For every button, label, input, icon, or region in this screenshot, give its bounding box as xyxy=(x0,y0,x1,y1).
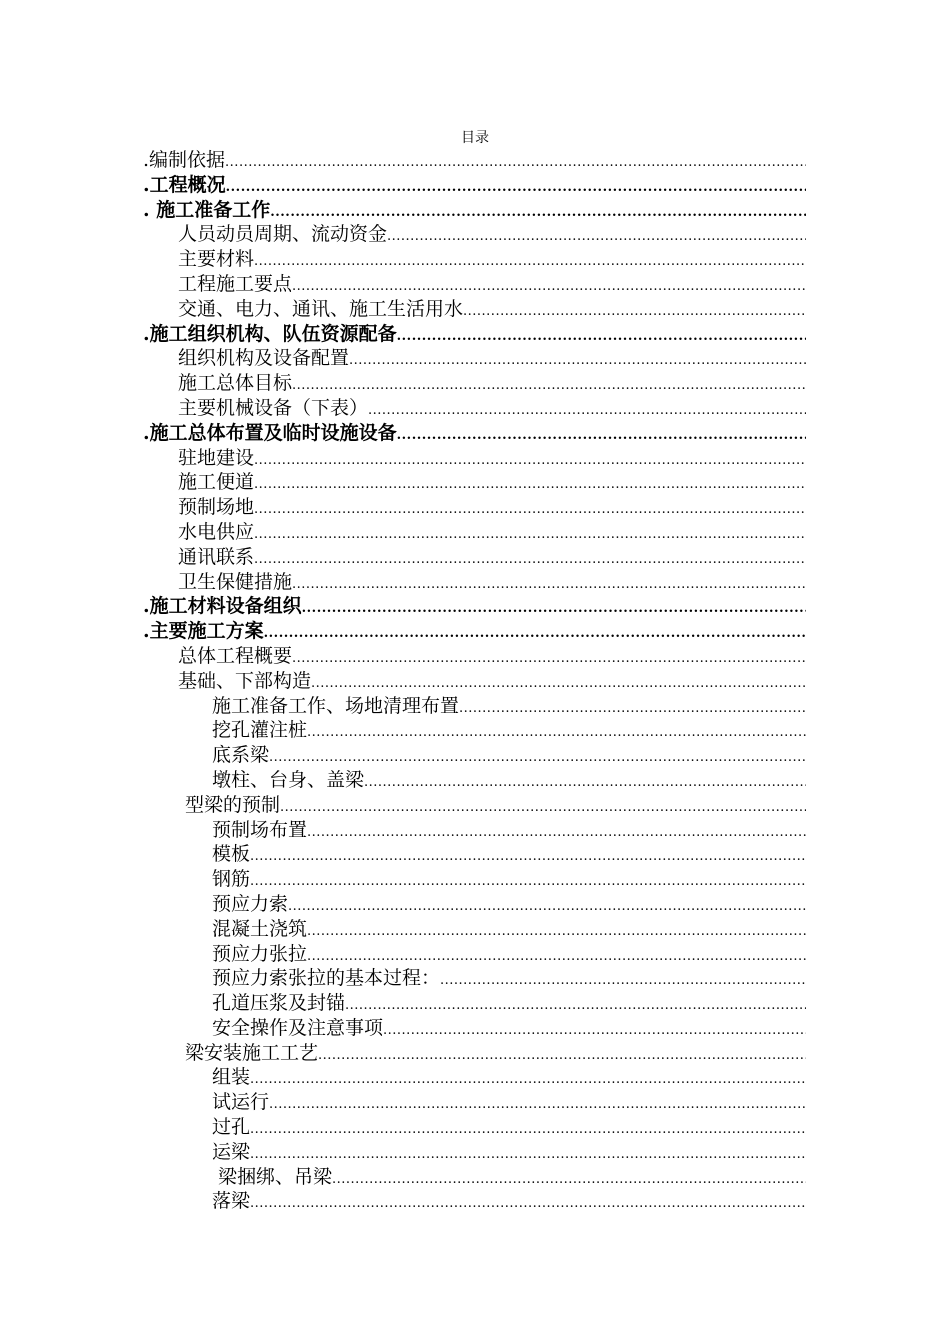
toc-entry[interactable] xyxy=(143,1090,806,1115)
toc-entry[interactable] xyxy=(143,718,806,743)
toc-entry[interactable] xyxy=(143,1140,806,1165)
toc-entry-label: 安全操作及注意事项 xyxy=(212,1016,384,1039)
toc-entry[interactable] xyxy=(143,470,806,495)
dot-leader xyxy=(292,573,806,598)
toc-title: 目录 xyxy=(461,130,489,146)
toc-entry-label: 过孔 xyxy=(212,1116,251,1139)
toc-entry[interactable] xyxy=(143,793,806,818)
toc-entry-label: 型梁的预制 xyxy=(185,793,281,816)
toc-entry[interactable] xyxy=(143,867,806,892)
toc-entry[interactable] xyxy=(143,644,806,669)
toc-entry[interactable] xyxy=(143,322,806,347)
toc-entry[interactable] xyxy=(143,570,806,595)
toc-entry-label: 运梁 xyxy=(212,1140,251,1163)
toc-entry[interactable] xyxy=(143,272,806,297)
dot-leader xyxy=(307,721,806,746)
toc-entry[interactable] xyxy=(143,173,806,198)
toc-entry[interactable] xyxy=(143,148,806,173)
toc-entry[interactable] xyxy=(143,917,806,942)
toc-entry[interactable] xyxy=(143,669,806,694)
dot-leader xyxy=(250,1068,806,1093)
toc-entry[interactable] xyxy=(143,495,806,520)
toc-entry-label: .主要施工方案 xyxy=(143,620,264,643)
toc-entry[interactable] xyxy=(143,768,806,793)
dot-leader xyxy=(250,870,806,895)
toc-entry-label: 预制场布置 xyxy=(212,818,308,841)
dot-leader xyxy=(254,548,806,573)
toc-entry[interactable] xyxy=(143,1189,806,1214)
dot-leader xyxy=(264,622,806,647)
toc-entry-label: 混凝土浇筑 xyxy=(212,917,308,940)
dot-leader xyxy=(383,1019,806,1044)
toc-entry[interactable] xyxy=(143,1165,806,1190)
toc-entry-label: 组织机构及设备配置 xyxy=(178,347,350,370)
toc-entry[interactable] xyxy=(143,421,806,446)
toc-entry[interactable] xyxy=(143,942,806,967)
toc-entry-label: 墩柱、台身、盖梁 xyxy=(212,768,365,791)
dot-leader xyxy=(345,994,806,1019)
toc-entry[interactable] xyxy=(143,222,806,247)
toc-entry-label: 预应力索张拉的基本过程： xyxy=(212,967,441,990)
dot-leader xyxy=(250,1118,806,1143)
dot-leader xyxy=(254,523,806,548)
dot-leader xyxy=(463,300,806,325)
toc-entry[interactable] xyxy=(143,892,806,917)
toc-entry[interactable] xyxy=(143,966,806,991)
toc-entry[interactable] xyxy=(143,198,806,223)
toc-entry-label: 通讯联系 xyxy=(178,545,255,568)
dot-leader xyxy=(368,399,806,424)
toc-entry[interactable] xyxy=(143,346,806,371)
dot-leader xyxy=(250,1143,806,1168)
toc-entry[interactable] xyxy=(143,743,806,768)
toc-entry-label: 施工准备工作、场地清理布置 xyxy=(212,694,460,717)
toc-entry-label: .施工组织机构、队伍资源配备 xyxy=(143,322,397,345)
toc-entry[interactable] xyxy=(143,297,806,322)
toc-entry[interactable] xyxy=(143,818,806,843)
toc-entry-label: 水电供应 xyxy=(178,520,255,543)
toc-entry-label: 组装 xyxy=(212,1066,251,1089)
toc-entry[interactable] xyxy=(143,396,806,421)
toc-entry-label: 梁安装施工工艺 xyxy=(185,1041,319,1064)
dot-leader xyxy=(302,597,806,622)
dot-leader xyxy=(288,895,806,920)
toc-entry[interactable] xyxy=(143,619,806,644)
toc-entry-label: 总体工程概要 xyxy=(178,644,293,667)
dot-leader xyxy=(292,647,806,672)
toc-entry-label: . 施工准备工作 xyxy=(143,198,271,221)
toc-entry-label: .施工材料设备组织 xyxy=(143,595,302,618)
toc-entry-label: .编制依据 xyxy=(143,149,226,171)
toc-entry[interactable] xyxy=(143,1065,806,1090)
toc-entry-label: 钢筋 xyxy=(212,868,251,891)
toc-entry-label: 主要机械设备（下表） xyxy=(178,396,369,419)
toc-entry-label: 挖孔灌注桩 xyxy=(212,719,308,742)
dot-leader xyxy=(307,920,806,945)
toc-entry-label: 驻地建设 xyxy=(178,446,255,469)
dot-leader xyxy=(254,449,806,474)
toc-entry-label: 落梁 xyxy=(212,1190,251,1213)
toc-entry-label: 孔道压浆及封锚 xyxy=(212,992,346,1015)
toc-entry-label: 施工总体目标 xyxy=(178,372,293,395)
toc-entry[interactable] xyxy=(143,991,806,1016)
dot-leader xyxy=(292,374,806,399)
dot-leader xyxy=(364,771,806,796)
toc-entry[interactable] xyxy=(143,1115,806,1140)
dot-leader xyxy=(349,349,806,374)
toc-entry[interactable] xyxy=(143,247,806,272)
toc-entry-label: 工程施工要点 xyxy=(178,272,293,295)
dot-leader xyxy=(318,1044,806,1069)
dot-leader xyxy=(397,424,806,449)
toc-entry-label: 施工便道 xyxy=(178,471,255,494)
dot-leader xyxy=(307,821,806,846)
toc-entry-label: .施工总体布置及临时设施设备 xyxy=(143,421,397,444)
dot-leader xyxy=(397,325,806,350)
dot-leader xyxy=(225,151,806,176)
toc-entry[interactable] xyxy=(143,520,806,545)
toc-entry-label: 预制场地 xyxy=(178,496,255,519)
dot-leader xyxy=(440,969,806,994)
table-of-contents xyxy=(143,148,806,1214)
toc-entry[interactable] xyxy=(143,1016,806,1041)
dot-leader xyxy=(332,1168,806,1193)
dot-leader xyxy=(226,176,806,201)
dot-leader xyxy=(254,250,806,275)
toc-entry-label: 梁捆绑、吊梁 xyxy=(218,1165,333,1188)
dot-leader xyxy=(269,1093,806,1118)
toc-entry-label: 主要材料 xyxy=(178,248,255,271)
toc-entry[interactable] xyxy=(143,1041,806,1066)
toc-entry-label: 模板 xyxy=(212,843,251,866)
dot-leader xyxy=(280,796,806,821)
toc-entry-label: 人员动员周期、流动资金 xyxy=(178,223,388,246)
toc-entry[interactable] xyxy=(143,446,806,471)
toc-entry[interactable] xyxy=(143,842,806,867)
toc-entry[interactable] xyxy=(143,694,806,719)
toc-entry[interactable] xyxy=(143,594,806,619)
toc-entry-label: 交通、电力、通讯、施工生活用水 xyxy=(178,297,464,320)
toc-entry-label: 卫生保健措施 xyxy=(178,570,293,593)
toc-entry[interactable] xyxy=(143,371,806,396)
toc-entry-label: .工程概况 xyxy=(143,173,226,196)
toc-entry-label: 基础、下部构造 xyxy=(178,669,312,692)
toc-entry[interactable] xyxy=(143,545,806,570)
dot-leader xyxy=(250,1192,806,1217)
toc-entry-label: 预应力张拉 xyxy=(212,942,308,965)
toc-entry-label: 预应力索 xyxy=(212,892,289,915)
toc-entry-label: 试运行 xyxy=(212,1091,270,1114)
dot-leader xyxy=(459,697,806,722)
dot-leader xyxy=(387,225,806,250)
dot-leader xyxy=(254,473,806,498)
dot-leader xyxy=(250,845,806,870)
toc-entry-label: 底系梁 xyxy=(212,744,270,767)
dot-leader xyxy=(254,498,806,523)
